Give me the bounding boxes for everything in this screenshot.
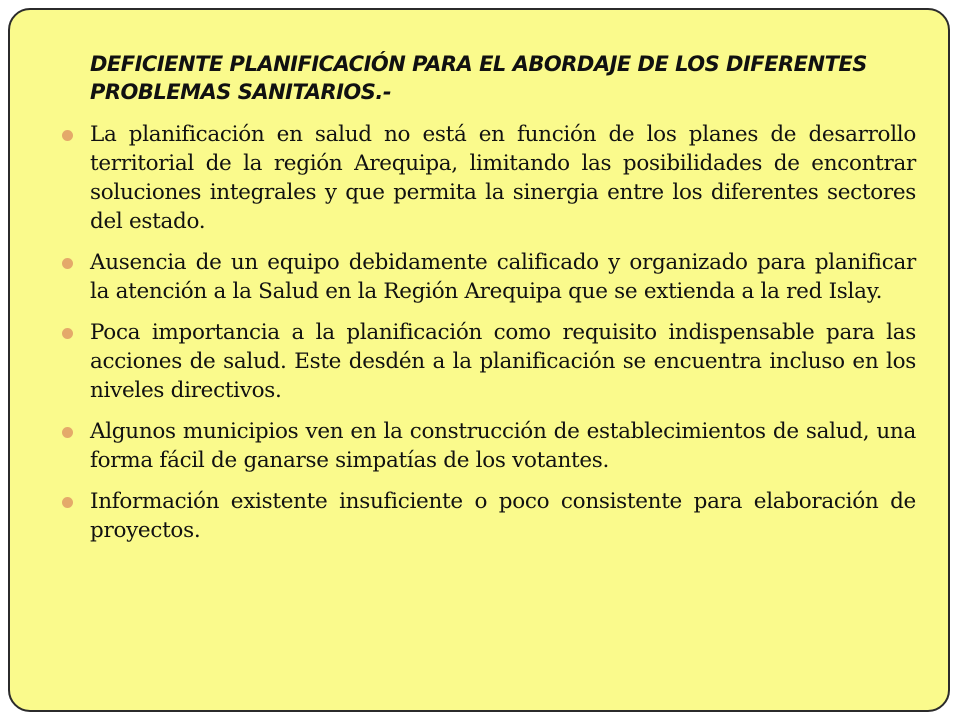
- bullet-dot-icon: [62, 497, 73, 508]
- list-item-text: Algunos municipios ven en la construcción de establecimientos de salud, una forma fácil de ganarse simpatías de los votantes.: [90, 419, 916, 473]
- list-item: [62, 120, 916, 236]
- list-item-text: La planificación en salud no está en función de los planes de desarrollo territorial de la región Arequipa, limitando las posibilidades de encontrar soluciones integrales y que permita la sinergia entre los diferentes sectores del estado.: [90, 122, 916, 234]
- bullet-dot-icon: [62, 427, 73, 438]
- list-item: [62, 318, 916, 405]
- list-item: [62, 417, 916, 475]
- list-item-text: Poca importancia a la planificación como requisito indispensable para las acciones de salud. Este desdén a la planificación se encuentra incluso en los niveles directivos.: [90, 320, 916, 403]
- slide-title: DEFICIENTE PLANIFICACIÓN PARA EL ABORDAJE DE LOS DIFERENTES PROBLEMAS SANITARIOS.-: [90, 52, 867, 104]
- bullet-dot-icon: [62, 258, 73, 269]
- list-item: [62, 248, 916, 306]
- slide-panel: [8, 8, 950, 712]
- list-item-text: Información existente insuficiente o poco consistente para elaboración de proyectos.: [90, 489, 916, 543]
- bullet-list: [62, 120, 916, 557]
- bullet-dot-icon: [62, 328, 73, 339]
- list-item-text: Ausencia de un equipo debidamente calificado y organizado para planificar la atención a la Salud en la Región Arequipa que se extienda a la red Islay.: [90, 250, 916, 304]
- bullet-dot-icon: [62, 130, 73, 141]
- list-item: [62, 487, 916, 545]
